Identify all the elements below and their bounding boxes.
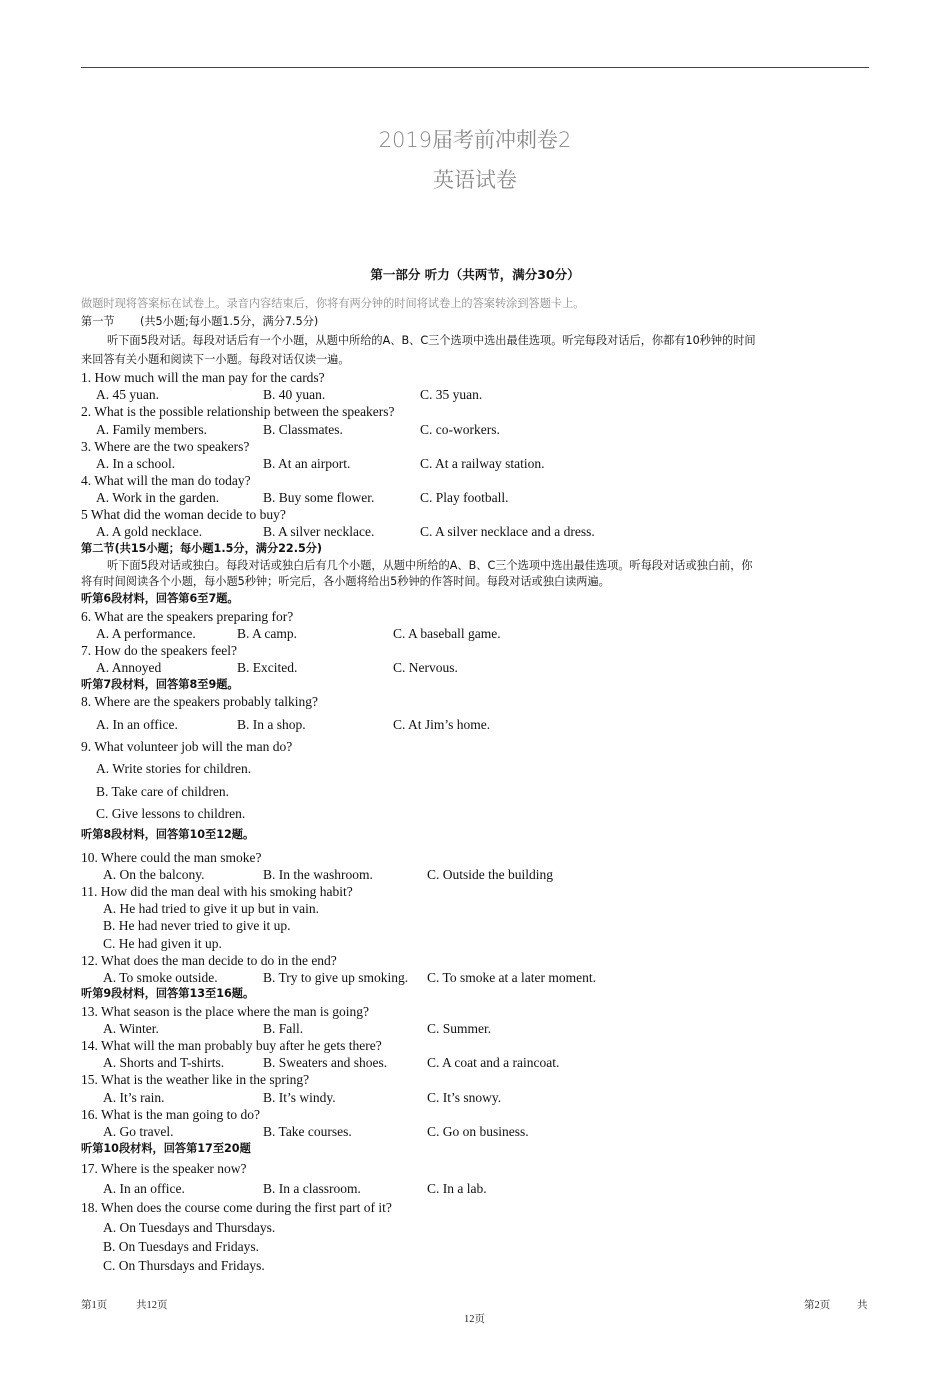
option-c: C. Outside the building: [427, 867, 553, 882]
question-stem: 13. What season is the place where the man is going?: [81, 1004, 370, 1019]
option-c: C. It’s snowy.: [427, 1090, 502, 1105]
option-b: B. He had never tried to give it up.: [103, 918, 291, 933]
question-stem: 15. What is the weather like in the spring?: [81, 1072, 310, 1087]
question-stem: 17. Where is the speaker now?: [81, 1161, 247, 1176]
question-stem: 4. What will the man do today?: [81, 473, 251, 488]
option-a: A. To smoke outside.: [103, 970, 218, 985]
footer-total-right: 共: [857, 1300, 868, 1311]
question-stem: 8. Where are the speakers probably talking?: [81, 694, 319, 709]
option-b: B. In the washroom.: [263, 867, 373, 882]
option-c: C. He had given it up.: [103, 936, 222, 951]
option-b: B. A camp.: [237, 626, 297, 641]
part1-heading: 第一部分 听力（共两节，满分30分）: [370, 267, 580, 282]
question-stem: 12. What does the man decide to do in the end?: [81, 953, 337, 968]
footer-page-right: 第2页: [804, 1300, 831, 1311]
option-c: C. A silver necklace and a dress.: [420, 524, 595, 539]
option-a: A. A performance.: [96, 626, 196, 641]
option-b: B. It’s windy.: [263, 1090, 336, 1105]
material-heading: 听第6段材料，回答第6至7题。: [81, 592, 239, 605]
section2-heading: 第二节(共15小题；每小题1.5分，满分22.5分): [81, 542, 323, 555]
header-rule: [81, 67, 869, 68]
question-stem: 18. When does the course come during the first part of it?: [81, 1200, 392, 1215]
option-c: C. Go on business.: [427, 1124, 529, 1139]
section1-instruction-2: 来回答有关小题和阅读下一小题。每段对话仅读一遍。: [81, 353, 350, 366]
option-c: C. A coat and a raincoat.: [427, 1055, 560, 1070]
option-c: C. At Jim’s home.: [393, 717, 491, 732]
option-a: A. In an office.: [96, 717, 178, 732]
option-b: B. In a classroom.: [263, 1181, 361, 1196]
option-c: C. Summer.: [427, 1021, 492, 1036]
exam-title: 2019届考前冲刺卷2: [378, 128, 572, 152]
option-b: B. A silver necklace.: [263, 524, 375, 539]
option-c: C. A baseball game.: [393, 626, 501, 641]
question-stem: 7. How do the speakers feel?: [81, 643, 237, 658]
question-stem: 3. Where are the two speakers?: [81, 439, 250, 454]
option-b: B. Take care of children.: [96, 784, 229, 799]
option-b: B. Try to give up smoking.: [263, 970, 409, 985]
option-b: B. In a shop.: [237, 717, 306, 732]
question-stem: 11. How did the man deal with his smoking habit?: [81, 884, 353, 899]
option-a: A. It’s rain.: [103, 1090, 165, 1105]
option-b: B. Classmates.: [263, 422, 343, 437]
option-b: B. Take courses.: [263, 1124, 352, 1139]
option-a: A. In a school.: [96, 456, 176, 471]
exam-subtitle: 英语试卷: [433, 168, 517, 192]
option-c: C. To smoke at a later moment.: [427, 970, 597, 985]
footer-total-left: 共12页: [136, 1300, 168, 1311]
option-a: A. He had tried to give it up but in vain.: [103, 901, 319, 916]
option-a: A. A gold necklace.: [96, 524, 203, 539]
question-stem: 6. What are the speakers preparing for?: [81, 609, 294, 624]
option-b: B. Excited.: [237, 660, 298, 675]
option-a: A. On Tuesdays and Thursdays.: [103, 1220, 276, 1235]
option-b: B. Fall.: [263, 1021, 304, 1036]
option-a: A. Write stories for children.: [96, 761, 252, 776]
part1-note: 做题时现将答案标在试卷上。录音内容结束后，你将有两分钟的时间将试卷上的答案转涂到答题卡上。: [81, 297, 585, 310]
option-c: C. In a lab.: [427, 1181, 487, 1196]
section2-instruction-2: 将有时间阅读各个小题，每小题5秒钟；听完后，各小题将给出5秒钟的作答时间。每段对话或独白读两遍。: [81, 575, 610, 588]
question-stem: 14. What will the man probably buy after he gets there?: [81, 1038, 382, 1053]
option-a: A. 45 yuan.: [96, 387, 159, 402]
section1-info: (共5小题;每小题1.5分，满分7.5分): [140, 315, 319, 328]
material-heading: 听第10段材料，回答第17至20题: [81, 1142, 251, 1155]
option-a: A. Winter.: [103, 1021, 159, 1036]
option-c: C. At a railway station.: [420, 456, 545, 471]
option-c: C. On Thursdays and Fridays.: [103, 1258, 265, 1273]
option-b: B. Sweaters and shoes.: [263, 1055, 388, 1070]
material-heading: 听第9段材料，回答第13至16题。: [81, 987, 255, 1000]
option-b: B. At an airport.: [263, 456, 351, 471]
question-stem: 9. What volunteer job will the man do?: [81, 739, 293, 754]
question-stem: 5 What did the woman decide to buy?: [81, 507, 286, 522]
option-c: C. Nervous.: [393, 660, 458, 675]
option-c: C. co-workers.: [420, 422, 500, 437]
footer-total-wrap: 12页: [464, 1314, 485, 1325]
option-a: A. Family members.: [96, 422, 207, 437]
question-stem: 10. Where could the man smoke?: [81, 850, 262, 865]
question-stem: 16. What is the man going to do?: [81, 1107, 260, 1122]
option-a: A. Shorts and T-shirts.: [103, 1055, 225, 1070]
option-a: A. In an office.: [103, 1181, 185, 1196]
question-stem: 2. What is the possible relationship between the speakers?: [81, 404, 395, 419]
option-b: B. On Tuesdays and Fridays.: [103, 1239, 260, 1254]
option-b: B. 40 yuan.: [263, 387, 326, 402]
option-a: A. Annoyed: [96, 660, 162, 675]
material-heading: 听第8段材料，回答第10至12题。: [81, 828, 255, 841]
section1-instruction-1: 听下面5段对话。每段对话后有一个小题，从题中所给的A、B、C三个选项中选出最佳选项。听完每段对话后，你都有10秒钟的时间: [107, 334, 756, 347]
material-heading: 听第7段材料，回答第8至9题。: [81, 678, 239, 691]
footer-page-left: 第1页: [81, 1300, 108, 1311]
option-c: C. 35 yuan.: [420, 387, 483, 402]
option-a: A. Go travel.: [103, 1124, 174, 1139]
option-a: A. Work in the garden.: [96, 490, 220, 505]
option-c: C. Play football.: [420, 490, 509, 505]
section2-instruction-1: 听下面5段对话或独白。每段对话或独白后有几个小题，从题中所给的A、B、C三个选项中选出最佳选项。听每段对话或独白前，你: [107, 559, 753, 572]
question-stem: 1. How much will the man pay for the cards?: [81, 370, 325, 385]
option-a: A. On the balcony.: [103, 867, 205, 882]
section1-label: 第一节: [81, 315, 115, 328]
option-b: B. Buy some flower.: [263, 490, 375, 505]
option-c: C. Give lessons to children.: [96, 806, 246, 821]
